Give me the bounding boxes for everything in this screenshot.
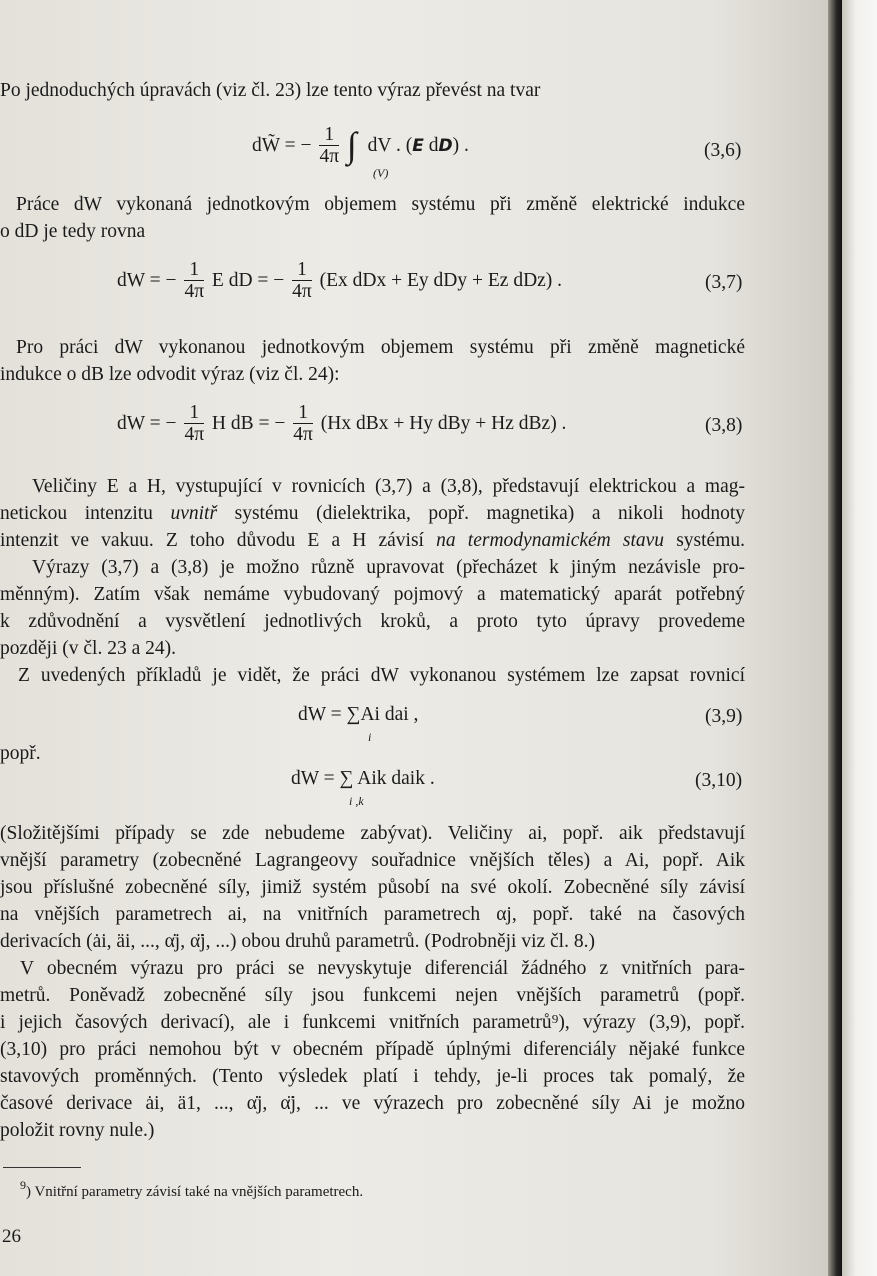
paragraph-7-line-5: derivacích (ȧi, äi, ..., α̇j, α̈j, ...) obou druhů parametrů. (Podrobněji viz čl. 8.) <box>0 931 595 952</box>
equation-label-3-9: (3,9) <box>705 706 743 727</box>
paragraph-8-line-7: položit rovny nule.) <box>0 1120 155 1141</box>
paragraph-8-line-3: i jejich časových derivací), ale i funkcemi vnitřních parametrů⁹), výrazy (3,9), popř. <box>0 1012 745 1033</box>
paragraph-8-line-5: stavových proměnných. (Tento výsledek platí i tehdy, je-li proces tak pomalý, že <box>0 1066 745 1087</box>
paragraph-7-line-4: na vnějších parametrech ai, na vnitřních parametrech αj, popř. také na časových <box>0 904 745 925</box>
paragraph-7-line-3: jsou příslušné zobecněné síly, jimiž systém působí na své okolí. Zobecněné síly závisí <box>0 877 745 898</box>
equation-label-3-8: (3,8) <box>705 415 743 436</box>
paragraph-8-line-1: V obecném výrazu pro práci se nevyskytuje diferenciál žádného z vnitřních para- <box>20 958 745 979</box>
integral-lower-limit: (V) <box>373 166 389 180</box>
intro-line: Po jednoduchých úpravách (viz čl. 23) lze tento výraz převést na tvar <box>0 80 541 101</box>
eq-3-7-fraction-1: $\frac{1}{4\pi}$ <box>184 259 205 302</box>
equation-3-9: dW = ∑Ai dai , <box>298 704 419 725</box>
paragraph-2-line-2: o dD je tedy rovna <box>0 221 146 242</box>
paragraph-4-line-1: Veličiny E a H, vystupující v rovnicích (3,7) a (3,8), představují elektrickou a mag- <box>32 476 745 497</box>
paragraph-2-line-1: Práce dW vykonaná jednotkovým objemem systému při změně elektrické indukce <box>16 194 745 215</box>
eq-3-7-fraction-2: $\frac{1}{4\pi}$ <box>292 259 312 302</box>
book-gutter <box>828 0 842 1276</box>
eq-3-8-fraction-2: $\frac{1}{4\pi}$ <box>293 402 313 445</box>
paragraph-5-line-1: Výrazy (3,7) a (3,8) je možno různě upravovat (přecházet k jiným nezávisle pro- <box>32 557 745 578</box>
footnote-rule <box>3 1167 81 1168</box>
integral-sign: ∫ <box>346 124 357 165</box>
popr-text: popř. <box>0 743 41 764</box>
sum-index-ik: i ,k <box>349 794 364 808</box>
paragraph-4-line-2: netickou intenzitu uvnitř systému (dielektrika, popř. magnetika) a nikoli hodnoty <box>0 503 745 524</box>
paragraph-7-line-2: vnější parametry (zobecněné Lagrangeovy souřadnice vnějších těles) a Ai, popř. Aik <box>0 850 745 871</box>
equation-3-8: dW = − $\frac{1}{4\pi}$ H dB = − $\frac{1}{4\pi}$ (Hx dBx + Hy dBy + Hz dBz) . <box>117 402 567 445</box>
paragraph-5-line-3: k zdůvodnění a vysvětlení jednotlivých kroků, a proto tyto úpravy provedeme <box>0 611 745 632</box>
footnote: $^9$) Vnitřní parametry závisí také na vnějších parametrech. <box>20 1178 364 1200</box>
paragraph-6-line-1: Z uvedených příkladů je vidět, že práci dW vykonanou systémem lze zapsat rovnicí <box>18 665 745 686</box>
paragraph-7-line-1: (Složitějšími případy se zde nebudeme zabývat). Veličiny ai, popř. aik představují <box>0 823 745 844</box>
paragraph-8-line-2: metrů. Poněvadž zobecněné síly jsou funkcemi nejen vnějších parametrů (popř. <box>0 985 745 1006</box>
equation-3-10: dW = ∑ Aik daik . <box>291 768 435 789</box>
eq-3-6-fraction: $\frac{1}{4\pi}$ <box>319 124 340 167</box>
paragraph-5-line-4: později (v čl. 23 a 24). <box>0 638 176 659</box>
eq-3-8-fraction-1: $\frac{1}{4\pi}$ <box>184 402 205 445</box>
paragraph-8-line-6: časové derivace ȧi, ä1, ..., α̇j, α̈j, ... ve výrazech pro zobecněné síly Ai je možno <box>0 1093 745 1114</box>
equation-label-3-6: (3,6) <box>704 140 742 161</box>
equation-3-6: dW̃ = − $\frac{1}{4\pi}$ ∫ dV . (E dD) . <box>252 124 469 167</box>
footnote-mark: 9 <box>20 1178 26 1192</box>
paragraph-5-line-2: měnným). Zatím však nemáme vybudovaný pojmový a matematický aparát potřebný <box>0 584 745 605</box>
paragraph-3-line-2: indukce o dB lze odvodit výraz (viz čl. 24): <box>0 364 340 385</box>
opposite-page-edge <box>842 0 877 1276</box>
paragraph-3-line-1: Pro práci dW vykonanou jednotkovým objemem systému při změně magnetické <box>16 337 745 358</box>
equation-3-7: dW = − $\frac{1}{4\pi}$ E dD = − $\frac{1}{4\pi}$ (Ex dDx + Ey dDy + Ez dDz) . <box>117 259 563 302</box>
equation-label-3-7: (3,7) <box>705 272 743 293</box>
paragraph-4-line-3: intenzit ve vakuu. Z toho důvodu E a H závisí na termodynamickém stavu systému. <box>0 530 746 551</box>
page-number: 26 <box>2 1226 21 1247</box>
equation-label-3-10: (3,10) <box>695 770 743 791</box>
paragraph-8-line-4: (3,10) pro práci nemohou být v obecném případě úplnými diferenciály nějaké funkce <box>0 1039 745 1060</box>
sum-index-i: i <box>368 730 372 744</box>
eq-3-6-lhs: dW̃ = − <box>252 134 312 156</box>
